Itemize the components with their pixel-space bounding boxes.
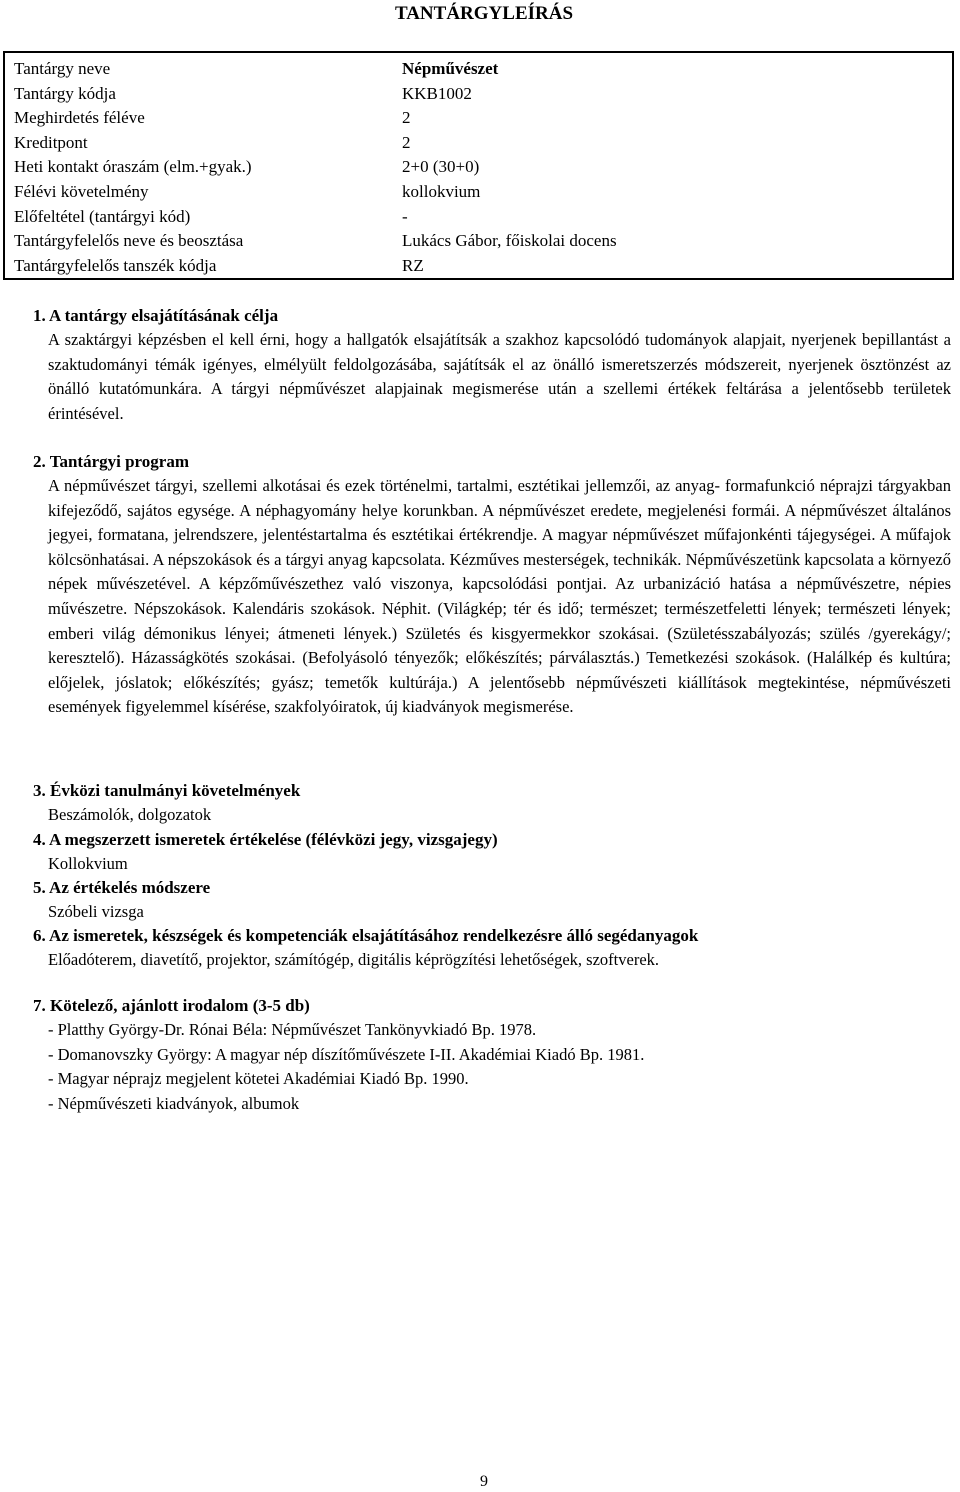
info-label: Tantárgyfelelős tanszék kódja <box>14 256 217 275</box>
section-text: Beszámolók, dolgozatok <box>48 805 212 824</box>
info-value: Népművészet <box>402 59 499 78</box>
page-number: 9 <box>480 1473 488 1490</box>
info-row-requirement <box>14 179 952 204</box>
info-label: Tantárgy kódja <box>14 84 116 103</box>
section-text: Kollokvium <box>48 854 128 873</box>
info-label: Meghirdetés féléve <box>14 108 145 127</box>
info-label: Kreditpont <box>14 133 88 152</box>
section-assessment <box>33 828 951 877</box>
info-row-contact-hours <box>14 154 952 179</box>
section-heading: 1. A tantárgy elsajátításának célja <box>33 306 279 325</box>
section-course-goal <box>33 304 951 426</box>
section-text: Szóbeli vizsga <box>48 902 144 921</box>
section-text: A szaktárgyi képzésben el kell érni, hogy a hallgatók elsajátítsák a szakhoz kapcsolódó tudományok alapjait, nyerjenek bepillantást a szaktudományi témák igényes, elmélyült feldolgozásába, sajátítsák el az önálló ismeretszerzés módszereit, nyerjenek ösztönzést az önálló kutatómunkára. A tárgyi népművészet alapjainak megismerése után a szellemi értékek feltárása a jelentősebb területek érintésével. <box>48 330 951 423</box>
section-text: A népművészet tárgyi, szellemi alkotásai és ezek történelmi, tartalmi, esztétikai jellemzői, az anyag- formafunkció néprajzi tárgyakban kifejeződő, sajátos egysége. A néphagyomány helye korunkban. A népművészet eredete, megjelenési formái. A népművészet általános jegyei, formatana, jelrendszere, jelentéstartalma és esztétikai értékrendje. A magyar népművészet műfajonkénti tájegységei. A műfajok kölcsönhatásai. A népszokások és a tárgyi anyag kapcsolata. Kézműves mesterségek, technikák. Népművészetünk kapcsolata a környező népek művészetével. A képzőművészethez való viszonya, kapcsolódási pontjai. Az urbanizáció hatása a népművészetre, népies művészetre. Népszokások. Kalendáris szokások. Néphit. (Világkép; tér és idő; természet; természetfeletti lények; természeti lények; emberi világ démonikus lényei; átmeneti lények.) Születés és kisgyermekkor szokásai. (Születésszabályozás; szülés /gyerekágy/; keresztelő). Házasságkötés szokásai. (Befolyásoló tényezők; előkészítés; párválasztás.) Temetkezési szokások. (Halálkép és kultúra; előjelek, jóslatok; előkészítés; gyász; temetők kultúrája.) A jelentősebb népművészeti kiállítások megtekintése, népművészeti események figyelemmel kísérése, szakfolyóiratok, új kiadványok megismerése. <box>48 476 951 717</box>
literature-item: - Népművészeti kiadványok, albumok <box>48 1093 300 1113</box>
section-resources <box>33 924 951 973</box>
section-literature <box>33 994 951 1116</box>
literature-item: - Magyar néprajz megjelent kötetei Akadémiai Kiadó Bp. 1990. <box>48 1069 469 1089</box>
literature-item: - Platthy György-Dr. Rónai Béla: Népművészet Tankönyvkiadó Bp. 1978. <box>48 1020 537 1039</box>
section-text: Előadóterem, diavetítő, projektor, számítógép, digitális képrögzítési lehetőségek, szoftverek. <box>48 950 660 969</box>
info-label: Félévi követelmény <box>14 182 149 201</box>
info-label: Tantárgy neve <box>14 59 111 78</box>
section-heading: 5. Az értékelés módszere <box>33 878 211 897</box>
info-label: Előfeltétel (tantárgyi kód) <box>14 207 191 226</box>
info-value: KKB1002 <box>402 84 472 103</box>
section-heading: 4. A megszerzett ismeretek értékelése (félévközi jegy, vizsgajegy) <box>33 830 498 849</box>
info-value: 2+0 (30+0) <box>402 157 480 176</box>
info-row-prerequisite <box>14 204 952 229</box>
info-row-department <box>14 253 952 278</box>
info-value: Lukács Gábor, főiskolai docens <box>402 231 617 250</box>
info-row-responsible <box>14 228 952 253</box>
info-row-course-name <box>14 56 952 81</box>
info-label: Heti kontakt óraszám (elm.+gyak.) <box>14 157 252 176</box>
course-info-table <box>3 51 954 280</box>
section-heading: 6. Az ismeretek, készségek és kompetenciák elsajátításához rendelkezésre álló segédanyagok <box>33 926 699 945</box>
section-heading: 3. Évközi tanulmányi követelmények <box>33 781 301 800</box>
info-value: RZ <box>402 256 424 275</box>
info-value: 2 <box>402 108 411 127</box>
section-heading: 7. Kötelező, ajánlott irodalom (3-5 db) <box>33 996 310 1015</box>
info-row-credits <box>14 130 952 155</box>
section-course-program <box>33 450 951 720</box>
section-evaluation-method <box>33 876 951 925</box>
info-value: kollokvium <box>402 182 481 201</box>
info-label: Tantárgyfelelős neve és beosztása <box>14 231 244 250</box>
section-heading: 2. Tantárgyi program <box>33 452 190 471</box>
info-row-semester <box>14 105 952 130</box>
literature-item: - Domanovszky György: A magyar nép díszítőművészete I-II. Akadémiai Kiadó Bp. 1981. <box>48 1044 645 1064</box>
section-requirements <box>33 779 951 828</box>
document-title: TANTÁRGYLEÍRÁS <box>394 3 574 24</box>
info-row-course-code <box>14 81 952 106</box>
info-value: - <box>402 207 408 226</box>
info-value: 2 <box>402 133 411 152</box>
